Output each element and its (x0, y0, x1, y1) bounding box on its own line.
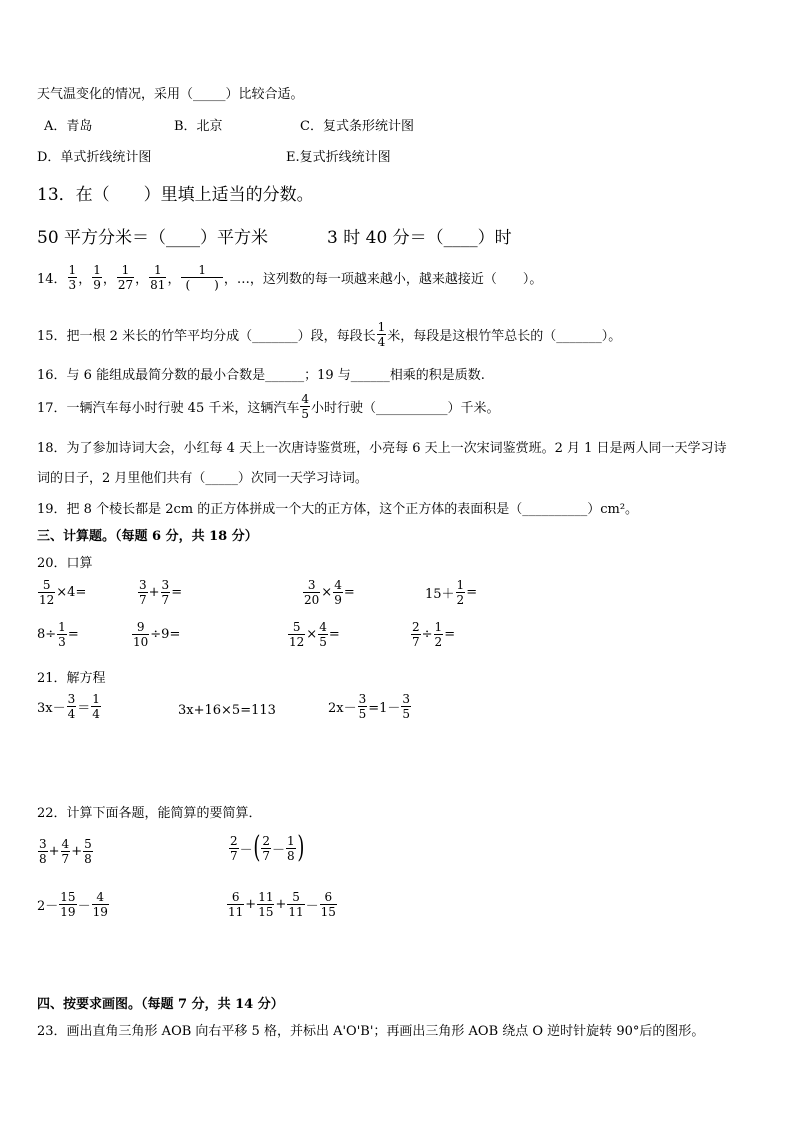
operator: + (71, 844, 83, 859)
fraction: $\frac{1}{8}$ (287, 833, 295, 863)
q14-sep: ， (135, 272, 149, 287)
expr-text: ×4= (56, 585, 87, 600)
fraction: $\frac{2}{7}$ (230, 833, 238, 863)
left-paren: ( (253, 830, 261, 865)
q15-frac: $\frac{1}{4}$ (377, 320, 386, 349)
fraction: $\frac{4}{7}$ (61, 837, 70, 866)
fraction: $\frac{5}{11}$ (288, 890, 304, 919)
q21-equation-2: 3x+16×5=113 (178, 703, 276, 718)
q14-frac-1: $\frac{1}{3}$ (68, 263, 77, 292)
operator: + (245, 897, 257, 912)
fraction: $\frac{3}{5}$ (358, 692, 367, 721)
fraction: $\frac{2}{7}$ (412, 620, 420, 649)
q17-before: 17．一辆汽车每小时行驶 45 千米，这辆汽车 (37, 401, 300, 416)
q20-expr-7 (287, 620, 340, 649)
expr-text: = (171, 585, 183, 600)
q20-expr-4 (425, 578, 477, 607)
q14-frac-5: $\frac{1}{( )}$ (181, 263, 222, 292)
q16: 16．与 6 能组成最简分数的最小合数是______；19 与______相乘的积是质数. (37, 368, 485, 383)
q14-tail: ，…，这列数的每一项越来越小，越来越接近（ ）。 (223, 272, 543, 287)
q15-before: 15．把一根 2 米长的竹竿平均分成（_______）段，每段长 (37, 329, 376, 344)
q22-calc-2 (228, 830, 305, 865)
q14-sep: ， (167, 272, 181, 287)
q15-after: 米，每段是这根竹竿总长的（_______）。 (387, 329, 622, 344)
fraction: $\frac{1}{2}$ (456, 578, 465, 607)
q20-expr-5 (37, 620, 79, 649)
q14-frac-3: $\frac{1}{27}$ (117, 263, 134, 292)
fraction: $\frac{3}{5}$ (402, 692, 411, 721)
fraction: $\frac{1}{4}$ (92, 692, 100, 721)
operator: × (306, 627, 318, 642)
q21-title: 21．解方程 (37, 671, 106, 686)
expr-text: =1－ (368, 701, 401, 716)
section3-title: 三、计算题。（每题 6 分，共 18 分） (37, 529, 258, 544)
expr-text: = (466, 585, 478, 600)
expr-text: = (67, 627, 79, 642)
q12-option-b: B．北京 (174, 119, 223, 134)
expr-text: = (328, 627, 340, 642)
section4-title: 四、按要求画图。（每题 7 分，共 14 分） (37, 997, 284, 1012)
expr-text: ÷9= (150, 627, 181, 642)
operator: × (321, 585, 333, 600)
q20-expr-6 (131, 620, 180, 649)
fraction: $\frac{9}{10}$ (133, 620, 149, 649)
fraction: $\frac{5}{12}$ (289, 620, 305, 649)
q17-after: 小时行驶（___________）千米。 (311, 401, 500, 416)
q21-equation-1 (37, 692, 102, 721)
fraction: $\frac{4}{9}$ (334, 578, 342, 607)
q12-option-c: C．复式条形统计图 (300, 119, 414, 134)
q17-frac: $\frac{4}{5}$ (301, 392, 309, 421)
q14-frac-4: $\frac{1}{81}$ (150, 263, 166, 292)
q12-option-a: A．青岛 (44, 119, 93, 134)
fraction: $\frac{6}{15}$ (320, 890, 336, 919)
q14-frac-2: $\frac{1}{9}$ (93, 263, 101, 292)
q12-option-e: E.复式折线统计图 (286, 150, 391, 165)
fraction: $\frac{5}{12}$ (39, 578, 55, 607)
operator: ÷ (421, 627, 433, 642)
q21-equation-3 (328, 692, 412, 721)
fraction: $\frac{3}{20}$ (304, 578, 320, 607)
operator: － (77, 899, 91, 914)
q22-calc-3 (37, 890, 110, 919)
q23: 23．画出直角三角形 AOB 向右平移 5 格，并标出 A'O'B'；再画出三角形 AOB 绕点 O 逆时针旋转 90°后的图形。 (37, 1024, 705, 1039)
fraction: $\frac{4}{19}$ (92, 890, 108, 919)
q14 (37, 263, 542, 292)
fraction: $\frac{11}{15}$ (258, 890, 274, 919)
q13-part2: 3 时 40 分＝（____）时 (327, 228, 512, 248)
fraction: $\frac{15}{19}$ (60, 890, 76, 919)
fraction: $\frac{5}{8}$ (84, 837, 92, 866)
expr-text: 15＋ (425, 587, 455, 602)
q20-expr-1 (37, 578, 86, 607)
q12-stem: 天气温变化的情况，采用（_____）比较合适。 (37, 87, 304, 102)
expr-text: = (444, 627, 456, 642)
q22-calc-1 (37, 837, 94, 866)
fraction: $\frac{4}{5}$ (319, 620, 327, 649)
fraction: $\frac{3}{7}$ (161, 578, 170, 607)
q22-calc-4 (226, 890, 338, 919)
q18-line1: 18．为了参加诗词大会，小红每 4 天上一次唐诗鉴赏班，小亮每 6 天上一次宋词鉴赏班。2 月 1 日是两人同一天学习诗 (37, 441, 727, 456)
fraction: $\frac{3}{7}$ (139, 578, 147, 607)
fraction: $\frac{3}{8}$ (39, 837, 47, 866)
q18-line2: 词的日子，2 月里他们共有（_____）次同一天学习诗词。 (37, 471, 368, 486)
q14-sep: ， (102, 272, 116, 287)
q15 (37, 320, 621, 349)
q14-label: 14． (37, 272, 67, 287)
q13-part1: 50 平方分米＝（____）平方米 (37, 228, 269, 248)
q20-expr-3 (302, 578, 355, 607)
expr-text: ＝ (77, 701, 91, 716)
q19: 19．把 8 个棱长都是 2cm 的正方体拼成一个大的正方体，这个正方体的表面积是（__________）cm²。 (37, 502, 639, 517)
fraction: $\frac{3}{4}$ (67, 692, 76, 721)
fraction: $\frac{6}{11}$ (228, 890, 244, 919)
expr-text: 2x－ (328, 701, 357, 716)
expr-text: 8÷ (37, 627, 57, 642)
q20-title: 20．口算 (37, 556, 93, 571)
q20-expr-8 (410, 620, 455, 649)
operator: + (48, 844, 60, 859)
q14-sep: ， (78, 272, 92, 287)
operator: + (275, 897, 287, 912)
fraction: $\frac{1}{2}$ (434, 620, 443, 649)
q20-expr-2 (137, 578, 182, 607)
q22-title: 22．计算下面各题，能简算的要简算． (37, 806, 262, 821)
expr-text: 2－ (37, 899, 59, 914)
operator: － (239, 842, 253, 858)
expr-text: = (343, 585, 355, 600)
right-paren: ) (297, 830, 305, 865)
expr-text: 3x－ (37, 701, 66, 716)
q13-stem: 13．在（ ）里填上适当的分数。 (37, 185, 314, 205)
operator: － (305, 899, 319, 914)
fraction: $\frac{2}{7}$ (262, 833, 271, 863)
q12-option-d: D．单式折线统计图 (37, 150, 152, 165)
q17 (37, 392, 500, 421)
operator: － (272, 842, 286, 858)
fraction: $\frac{1}{3}$ (58, 620, 66, 649)
operator: + (148, 585, 160, 600)
